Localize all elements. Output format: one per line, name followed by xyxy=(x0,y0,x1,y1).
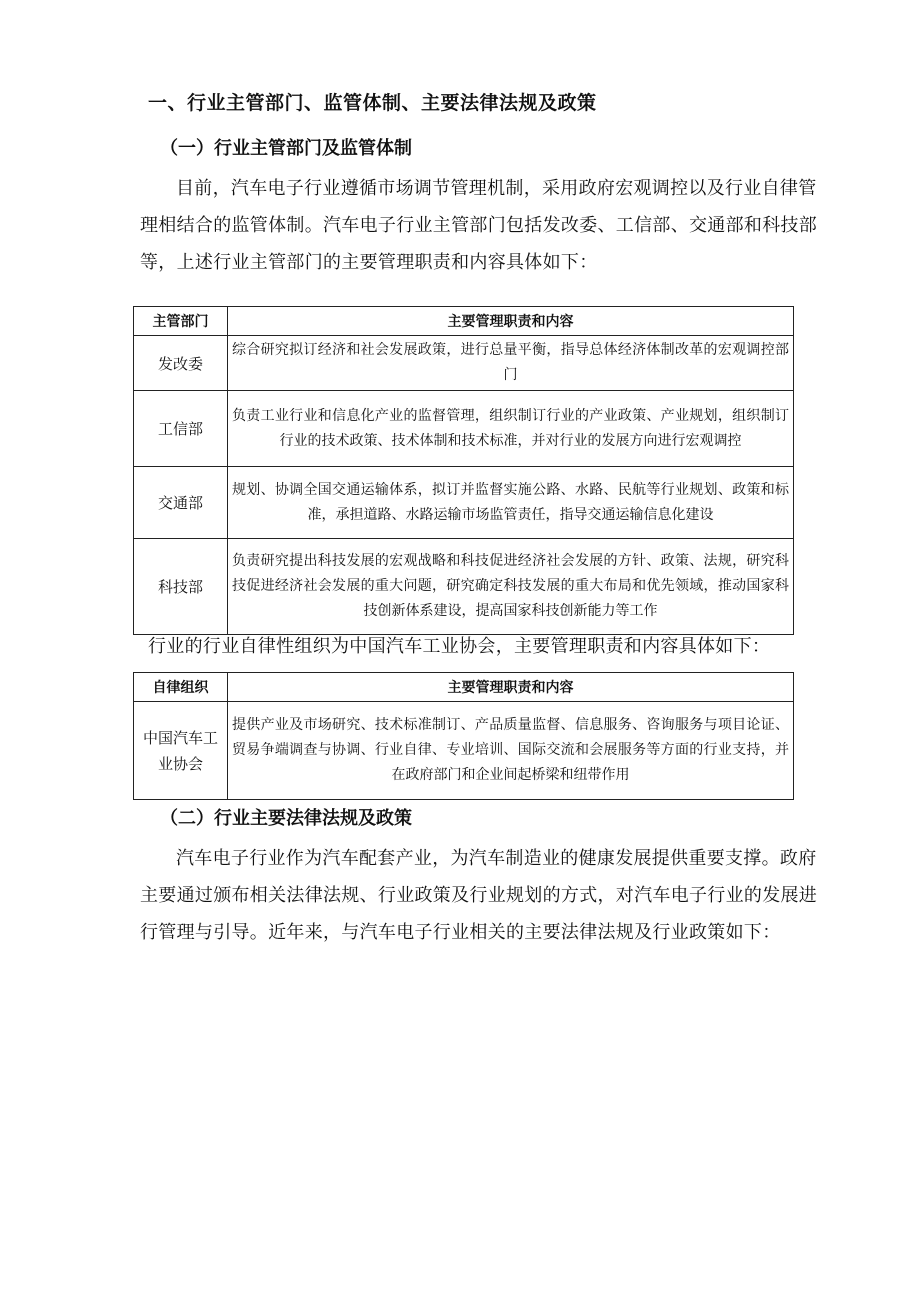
desc-cell: 提供产业及市场研究、技术标准制订、产品质量监督、信息服务、咨询服务与项目论证、贸易争端调查与协调、行业自律、专业培训、国际交流和会展服务等方面的行业支持，并在政府部门和企业间起桥梁和纽带作用 xyxy=(228,702,794,800)
table-header-row xyxy=(134,307,794,336)
dept-cell: 科技部 xyxy=(134,539,228,635)
laws-paragraph: 汽车电子行业作为汽车配套产业，为汽车制造业的健康发展提供重要支撑。政府主要通过颁布相关法律法规、行业政策及行业规划的方式，对汽车电子行业的发展进行管理与引导。近年来，与汽车电子行业相关的主要法律法规及行业政策如下： xyxy=(140,848,818,943)
desc-cell: 规划、协调全国交通运输体系，拟订并监督实施公路、水路、民航等行业规划、政策和标准，承担道路、水路运输市场监管责任，指导交通运输信息化建设 xyxy=(228,467,794,539)
table-header-row xyxy=(134,673,794,702)
section-title: 一、行业主管部门、监管体制、主要法律法规及政策 xyxy=(148,92,597,114)
table-row xyxy=(134,467,794,539)
org-cell: 中国汽车工业协会 xyxy=(134,702,228,800)
table-row xyxy=(134,702,794,800)
subsection-title-1: （一）行业主管部门及监管体制 xyxy=(160,138,412,159)
subsection-title-2: （二）行业主要法律法规及政策 xyxy=(160,808,412,829)
intro-paragraph: 目前，汽车电子行业遵循市场调节管理机制，采用政府宏观调控以及行业自律管理相结合的监管体制。汽车电子行业主管部门包括发改委、工信部、交通部和科技部等，上述行业主管部门的主要管理职责和内容具体如下： xyxy=(140,178,818,273)
column-header-desc: 主要管理职责和内容 xyxy=(228,673,794,702)
column-header-dept: 主管部门 xyxy=(134,307,228,336)
column-header-desc: 主要管理职责和内容 xyxy=(228,307,794,336)
table-row xyxy=(134,391,794,467)
table-row xyxy=(134,539,794,635)
desc-cell: 负责工业行业和信息化产业的监督管理，组织制订行业的产业政策、产业规划，组织制订行业的技术政策、技术体制和技术标准，并对行业的发展方向进行宏观调控 xyxy=(228,391,794,467)
table-row xyxy=(134,336,794,391)
desc-cell: 综合研究拟订经济和社会发展政策，进行总量平衡，指导总体经济体制改革的宏观调控部门 xyxy=(228,336,794,391)
dept-cell: 发改委 xyxy=(134,336,228,391)
regulator-table xyxy=(133,306,794,635)
association-table xyxy=(133,672,794,800)
association-paragraph: 行业的行业自律性组织为中国汽车工业协会，主要管理职责和内容具体如下： xyxy=(148,636,771,657)
desc-cell: 负责研究提出科技发展的宏观战略和科技促进经济社会发展的方针、政策、法规，研究科技促进经济社会发展的重大问题，研究确定科技发展的重大布局和优先领域，推动国家科技创新体系建设，提高国家科技创新能力等工作 xyxy=(228,539,794,635)
dept-cell: 交通部 xyxy=(134,467,228,539)
dept-cell: 工信部 xyxy=(134,391,228,467)
column-header-org: 自律组织 xyxy=(134,673,228,702)
